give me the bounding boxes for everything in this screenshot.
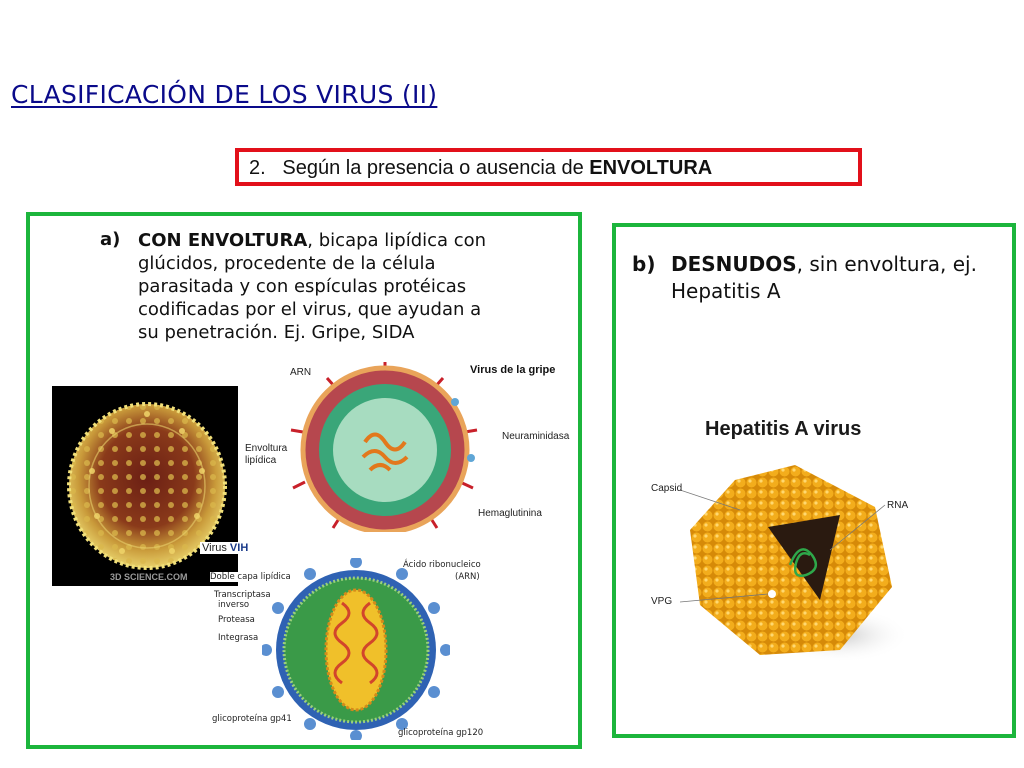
hepatitis-a-diagram (680, 455, 910, 670)
hep-label-rna: RNA (887, 500, 909, 511)
hiv-label-gp120: glicoproteína gp120 (398, 728, 484, 738)
hiv-label-transcriptasa-2: inverso (218, 600, 250, 610)
hiv-label-proteasa: Proteasa (218, 615, 255, 625)
subtitle-number: 2. (249, 157, 266, 179)
section-a-text (138, 229, 488, 344)
hiv-photo-caption-strong: VIH (229, 542, 249, 554)
hiv-label-integrasa: Integrasa (218, 633, 259, 643)
subtitle (249, 157, 712, 180)
subtitle-text: Según la presencia o ausencia de (282, 157, 590, 179)
section-b-text (671, 251, 1001, 305)
hiv-photo-caption (200, 542, 250, 554)
flu-label-envoltura-1: Envoltura (245, 443, 288, 454)
hiv-label-acido-2: (ARN) (455, 572, 480, 582)
hiv-photo-watermark: 3D SCIENCE.COM (110, 572, 188, 582)
hep-label-vpg: VPG (651, 596, 673, 607)
flu-virus-diagram (285, 362, 485, 532)
section-a-body: , bicapa lipídica con glúcidos, procedente de la célula parasitada y con espículas protéicas codificadas por el virus, que ayudan a su penetración. Ej. Gripe, SIDA (138, 230, 487, 343)
hiv-3d-image (52, 386, 238, 586)
hiv-structure-diagram (262, 558, 450, 740)
hiv-label-transcriptasa-1: Transcriptasa (214, 590, 271, 600)
hiv-photo-caption-prefix: Virus (202, 542, 230, 554)
hiv-label-doble-capa: Doble capa lipídica (210, 572, 291, 582)
hep-label-capsid: Capsid (651, 483, 683, 494)
flu-label-arn: ARN (290, 367, 312, 378)
section-b-body: , sin envoltura, ej. Hepatitis A (671, 252, 977, 303)
section-a-marker: a) (100, 229, 121, 250)
page-title: CLASIFICACIÓN DE LOS VIRUS (II) (11, 80, 438, 109)
hiv-label-gp41: glicoproteína gp41 (212, 714, 292, 724)
flu-label-neuraminidasa: Neuraminidasa (502, 431, 570, 442)
flu-label-envoltura-2: lipídica (245, 455, 277, 466)
subtitle-emphasis: ENVOLTURA (589, 157, 713, 179)
section-a-heading: CON ENVOLTURA (138, 230, 308, 251)
section-b-heading: DESNUDOS (671, 252, 797, 276)
hepatitis-diagram-title: Hepatitis A virus (705, 418, 862, 440)
hiv-label-acido-1: Ácido ribonucleico (403, 560, 481, 570)
flu-diagram-title: Virus de la gripe (470, 364, 556, 376)
section-b-marker: b) (632, 252, 656, 276)
flu-label-hemaglutinina: Hemaglutinina (478, 508, 542, 519)
